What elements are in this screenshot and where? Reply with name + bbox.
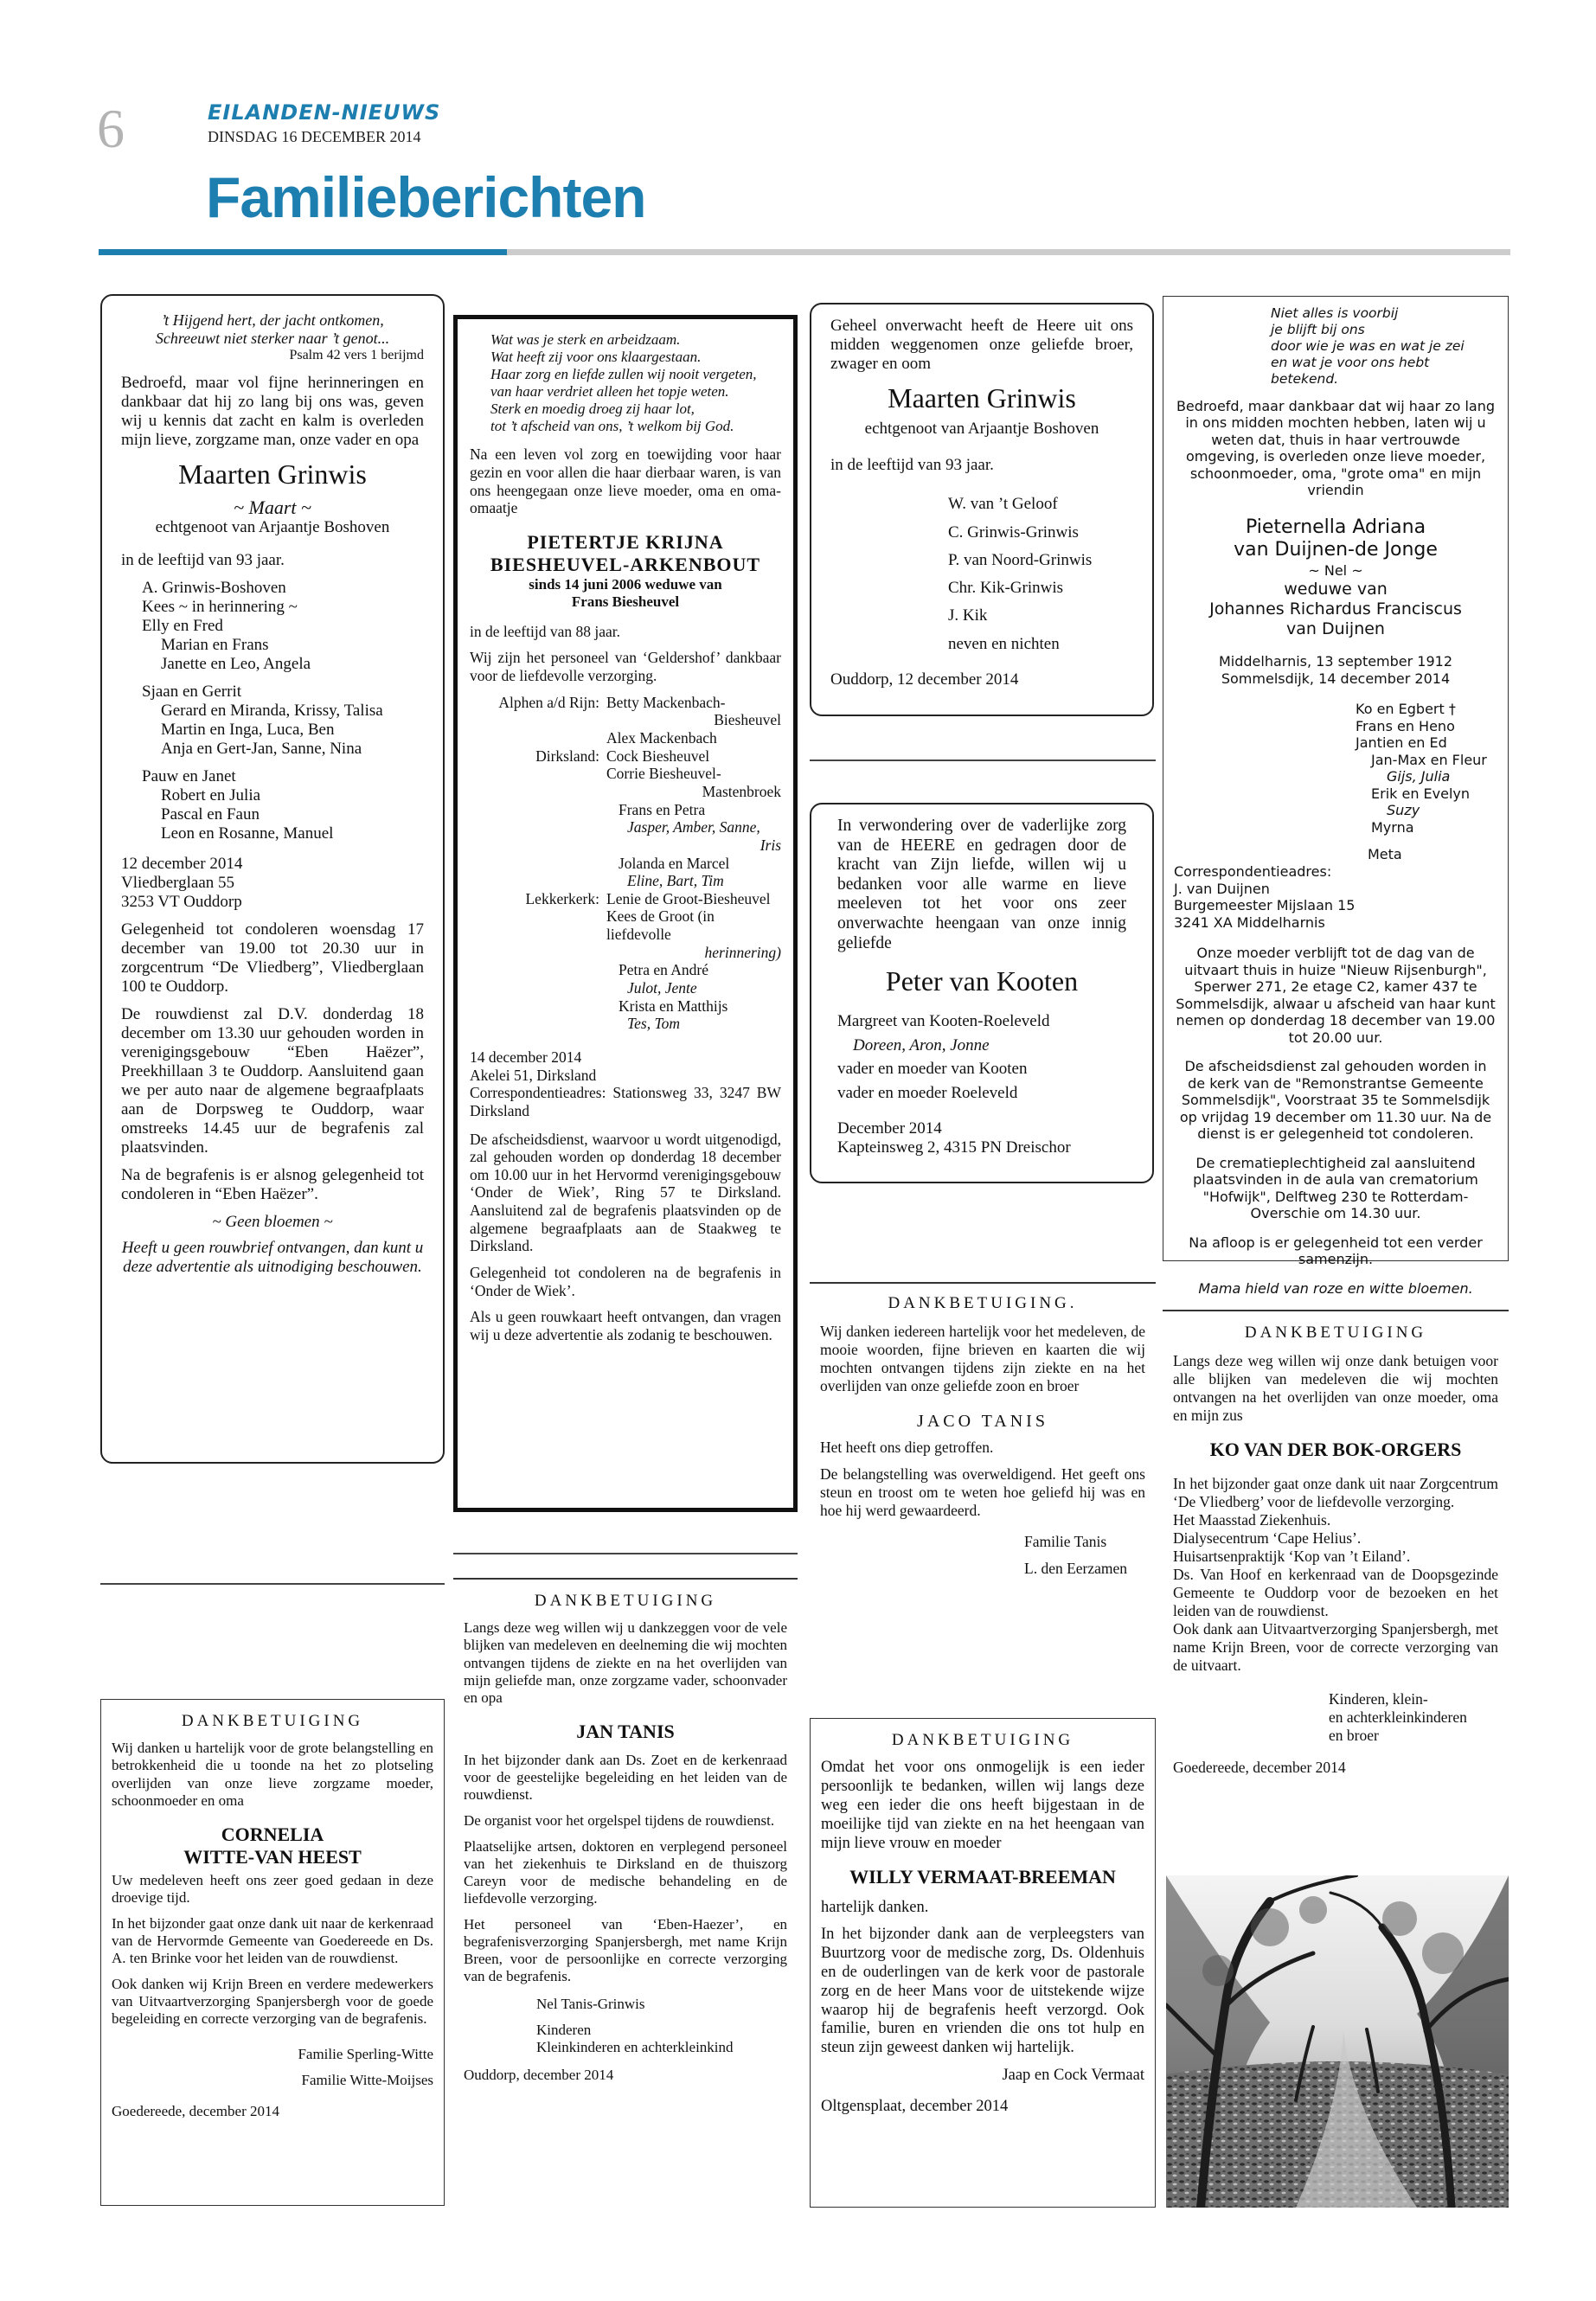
family-member: J. Kik (948, 606, 988, 625)
after-funeral-text: Na de begrafenis is er alsnog gelegenheid tot condoleren in “Eben Haëzer”. (121, 1165, 424, 1204)
signatures: Familie Tanis L. den Eerzamen (1024, 1532, 1128, 1578)
psalm-reference: Psalm 42 vers 1 berijmd (289, 347, 424, 362)
family-place (470, 961, 606, 979)
family-member: A. Grinwis-Boshoven (142, 579, 286, 598)
family-member: Chr. Kik-Grinwis (948, 579, 1063, 598)
family-member: Eline, Bart, Tim (627, 872, 724, 890)
signatures: Nel Tanis-Grinwis Kinderen Kleinkinderen en achterkleinkind (536, 1996, 734, 2056)
condolence-text: Gelegenheid tot condoleren na de begrafenis in ‘Onder de Wiek’. (470, 1263, 781, 1299)
page-number: 6 (97, 98, 125, 159)
family-list (830, 490, 1133, 658)
after-text: Na afloop is er gelegenheid tot een verder samenzijn. (1189, 1234, 1483, 1268)
service-text: De afscheidsdienst zal gehouden worden in de kerk van de "Remonstrantse Gemeente Sommelsdijk", Voorstraat 35 te Sommelsdijk op vrijdag 19 december om 11.30 uur. Na de dienst is er gelegenheid tot condoleren. (1179, 1058, 1492, 1143)
body-line: Huisartsenpraktijk ‘Kop van ’t Eiland’. (1173, 1548, 1411, 1566)
body-paragraph: Uw medeleven heeft ons zeer goed gedaan in deze droevige tijd. (112, 1871, 433, 1906)
no-flowers: ~ Geen bloemen ~ (212, 1213, 333, 1232)
cremation-text: De crematieplechtigheid zal aansluitend plaatsvinden in de aula van crematorium "Hofwijk", Delftweg 230 te Rotterdam-Overschie om 14.30 uur. (1193, 1154, 1478, 1222)
thanks-cornelia-witte-van-heest (100, 1699, 445, 2206)
death-notice-maarten-grinwis-family (810, 303, 1154, 716)
death-notice-maarten-grinwis (100, 294, 445, 1464)
family-member: Sjaan en Gerrit (142, 683, 242, 702)
family-member: Kees ~ in herinnering ~ (142, 598, 298, 617)
body-text (1173, 1475, 1498, 1675)
issue-date: DINSDAG 16 DECEMBER 2014 (208, 128, 421, 145)
age-line: in de leeftijd van 93 jaar. (121, 551, 285, 570)
body-line: In het bijzonder gaat onze dank uit naar Zorgcentrum ‘De Vliedberg’ voor de liefdevolle verzorging. (1173, 1475, 1498, 1511)
family-place (470, 997, 606, 1016)
family-row (470, 907, 781, 943)
family-row (470, 729, 781, 747)
family-member: Iris (760, 836, 781, 854)
family-place (470, 783, 606, 801)
closing-note: Heeft u geen rouwbrief ontvangen, dan kunt u deze advertentie als uitnodiging beschouwen. (121, 1239, 424, 1277)
column-separator (100, 1583, 445, 1585)
family-member: Erik en Evelyn (1371, 785, 1471, 802)
intro-text: Bedroefd, maar vol fijne herinneringen en dankbaar dat hij zo lang bij ons was, geven wij u kennis dat zacht en kalm is overleden mijn lieve, zorgzame man, onze vader en opa (121, 374, 424, 450)
family-place (470, 855, 606, 873)
condolence-text: Gelegenheid tot condoleren woensdag 17 december van 19.00 tot 20.30 uur in zorgcentrum “De Vliedberg”, Vliedberglaan 100 te Ouddorp. (121, 920, 424, 996)
family-row (470, 818, 781, 836)
family-list (1174, 701, 1497, 836)
body-line: Ook dank aan Uitvaartverzorging Spanjersbergh, met name Krijn Breen, voor de correcte verzorging van de uitvaart. (1173, 1620, 1498, 1675)
deceased-name: KO VAN DER BOK-ORGERS (1209, 1438, 1462, 1460)
death-notice-pieternella-van-duijnen (1163, 296, 1509, 1297)
age-line: in de leeftijd van 88 jaar. (470, 622, 620, 640)
family-place: Lekkerkerk: (525, 889, 599, 907)
family-member: Kees de Groot (in liefdevolle (606, 907, 715, 944)
intro-text: Omdat het voor ons onmogelijk is een ieder persoonlijk te bedanken, willen wij langs deze weg een ieder die ons heeft bijgestaan in de moeilijke tijd van ziekte en na het heengaan van mijn lieve vrouw en moeder (821, 1759, 1144, 1852)
family-member: Krista en Matthijs (619, 997, 728, 1015)
thanks-willy-vermaat-breeman (810, 1718, 1156, 2208)
dates: Middelharnis, 13 september 1912 Sommelsdijk, 14 december 2014 (1218, 653, 1453, 687)
intro-text: In verwondering over de vaderlijke zorg van de HEERE en gedragen door de kracht van Zijn liefde, willen wij u bedanken voor alle warme en lieve meeleven tot het voor ons zeer onverwachte heengaan van onze innig geliefde (837, 817, 1126, 952)
place-date: Ouddorp, december 2014 (464, 2067, 614, 2084)
column-separator (810, 760, 1156, 761)
family-member: Frans en Heno (1356, 717, 1455, 734)
family-member: Martin en Inga, Luca, Ben (161, 721, 335, 740)
family-place (470, 979, 606, 997)
family-row (470, 872, 781, 890)
body-text (464, 1752, 787, 1986)
family-row (470, 997, 781, 1016)
family-place (470, 872, 606, 890)
signatures: Familie Sperling-Witte Familie Witte-Moijses (298, 2045, 433, 2089)
thanks-heading: DANKBETUIGING (534, 1592, 717, 1610)
family-member: Lenie de Groot-Biesheuvel (606, 889, 771, 907)
header-rule (507, 249, 1510, 255)
family-member: Pauw en Janet (142, 767, 236, 786)
nickname: ~ Nel ~ (1308, 562, 1363, 580)
section-title: Familieberichten (206, 165, 646, 229)
family-member: C. Grinwis-Grinwis (948, 522, 1079, 542)
body-text: De belangstelling was overweldigend. Het geeft ons steun en troost om te weten hoe geliefd hij was en hoe hij werd gewaardeerd. (820, 1465, 1145, 1519)
family-member: herinnering) (704, 943, 781, 961)
deceased-name: JACO TANIS (917, 1411, 1048, 1431)
family-row (470, 890, 781, 908)
family-row (470, 836, 781, 855)
family-member: Alex Mackenbach (606, 729, 717, 747)
correspondence-address: Correspondentieadres: J. van Duijnen Burgemeester Mijslaan 15 3241 XA Middelharnis (1174, 862, 1356, 931)
family-member: Corrie Biesheuvel- (606, 765, 721, 783)
family-member: Leon en Rosanne, Manuel (161, 824, 334, 843)
family-row (470, 711, 781, 729)
intro-text: Wij danken u hartelijk voor de grote belangstelling en betrokkenheid die u toonde na het zo plotseling overlijden van onze lieve zorgzame moeder, schoonmoeder en oma (112, 1740, 433, 1809)
family-member: Biesheuvel (714, 711, 781, 729)
intro-text: Langs deze weg willen wij onze dank betuigen voor alle blijken van medeleven die wij mochten ontvangen na het overlijden van onze moeder, oma en mijn zus (1173, 1351, 1498, 1424)
family-place (470, 818, 606, 836)
family-member: P. van Noord-Grinwis (948, 550, 1093, 569)
body-text: Het heeft ons diep getroffen. (820, 1438, 994, 1456)
family-member: Jolanda en Marcel (619, 854, 730, 872)
closing-note: Als u geen rouwkaart heeft ontvangen, dan vragen wij u deze advertentie als zodanig te beschouwen. (470, 1308, 781, 1343)
family-member: neven en nichten (948, 634, 1060, 653)
body-paragraph: In het bijzonder gaat onze dank uit naar de kerkenraad van de Hervormde Gemeente van Goedereede en Ds. A. ten Brinke voor het leiden van de rouwdienst. (112, 1914, 433, 1966)
family-member: Janette en Leo, Angela (161, 655, 311, 674)
psalm-quote: ’t Hijgend hert, der jacht ontkomen, Schreeuwt niet sterker naar ’t genot... (155, 311, 390, 347)
farewell-text: De afscheidsdienst, waarvoor u wordt uitgenodigd, zal gehouden worden op donderdag 18 december om 10.00 uur in het Hervormd verenigingsgebouw ‘Onder de Wiek’, Ring 57 te Dirksland. Aansluitend zal de begrafenis plaatsvinden op de algemene begraafplaats aan de Staakweg te Dirksland. (470, 1130, 781, 1255)
family-place (470, 729, 606, 747)
family-place (470, 836, 606, 855)
family-member: Margreet van Kooten-Roeleveld (837, 1012, 1050, 1031)
family-row (470, 855, 781, 873)
family-member: Pascal en Faun (161, 805, 260, 824)
intro-text: Wij danken iedereen hartelijk voor het medeleven, de mooie woorden, fijne brieven en kaarten die wij mochten ontvangen tijdens zijn ziekte en na het overlijden van onze geliefde zoon en broer (820, 1322, 1145, 1394)
family-place (470, 944, 606, 962)
family-member: Gerard en Miranda, Krissy, Talisa (161, 702, 383, 721)
body-line: Ds. Van Hoof en kerkenraad van de Doopsgezinde Gemeente te Ouddorp voor de bezoeken en het leiden van de rouwdienst. (1173, 1566, 1498, 1620)
body-paragraph: Het personeel van ‘Eben-Haezer’, en begrafenisverzorging Spanjersbergh, met name Krijn Breen, voor de persoonlijke en correcte verzorging van de begrafenis. (464, 1915, 787, 1985)
thanks-heading: DANKBETUIGING. (888, 1294, 1078, 1312)
signatures: Jaap en Cock Vermaat (1002, 2067, 1144, 2085)
thanks-text: Wij zijn het personeel van ‘Geldershof’ dankbaar voor de liefdevolle verzorging. (470, 649, 781, 685)
family-member: Betty Mackenbach- (606, 693, 726, 711)
intro-text: Langs deze weg willen wij u dankzeggen voor de vele blijken van medeleven en deelneming die wij mochten ontvangen tijdens de ziekte en na het overlijden van mijn geliefde man, onze zorgzame vader, schoonvader en opa (464, 1619, 787, 1706)
place-date: Ouddorp, 12 december 2014 (830, 670, 1019, 689)
spouse-line: echtgenoot van Arjaantje Boshoven (155, 518, 390, 537)
signatures: Kinderen, klein- en achterkleinkinderen en broer (1329, 1690, 1467, 1745)
family-member: vader en moeder Roeleveld (837, 1084, 1018, 1103)
family-member: W. van ’t Geloof (948, 495, 1058, 514)
body-text (112, 1872, 433, 2028)
family-place (470, 711, 606, 729)
family-row (470, 1015, 781, 1033)
autumn-path-photo (1166, 1875, 1509, 2208)
thanks-peter-van-kooten (810, 803, 1154, 1183)
family-place (470, 907, 606, 943)
address-block: 14 december 2014 Akelei 51, Dirksland Correspondentieadres: Stationsweg 33, 3247 BW Dirksland (470, 1048, 781, 1119)
widow-line: weduwe van Johannes Richardus Franciscus van Duijnen (1209, 579, 1462, 639)
address-block: December 2014 Kapteinsweg 2, 4315 PN Dreischor (837, 1118, 1071, 1157)
deceased-name: JAN TANIS (576, 1720, 675, 1742)
body-text: In het bijzonder dank aan de verpleegsters van Buurtzorg voor de medische zorg, Ds. Oldenhuis en de ouderlingen van de kerk voor de pastorale zorg en de heer Mans voor de uitstekende wijze waarop hij de begrafenis heeft verzorgd. Ook familie, buren en vrienden die ons tot hulp en steun zijn geweest danken wij hartelijk. (821, 1926, 1144, 2057)
family-member: Tes, Tom (627, 1015, 680, 1033)
body-paragraph: De organist voor het orgelspel tijdens de rouwdienst. (464, 1811, 775, 1829)
family-member: Jan-Max en Fleur (1371, 751, 1487, 768)
place-date: Goedereede, december 2014 (112, 2103, 279, 2120)
family-member: Cock Biesheuvel (606, 747, 710, 765)
family-member: Marian en Frans (161, 636, 269, 655)
poem-quote: Niet alles is voorbij je blijft bij ons door wie je was en wat je zei en wat je voor ons hebt betekend. (1271, 305, 1465, 387)
family-member: Jantien en Ed (1356, 734, 1447, 752)
poem-quote: Wat was je sterk en arbeidzaam. Wat heeft zij voor ons klaargestaan. Haar zorg en liefde zullen wij nooit vergeten, van haar verdriet alleen het topje weten. Sterk en moedig droeg zij haar lot, tot ’t afscheid van ons, ’t welkom bij God. (490, 331, 757, 435)
family-place: Alphen a/d Rijn: (498, 693, 599, 711)
place-date: Oltgensplaat, december 2014 (821, 2097, 1009, 2115)
family-row (470, 747, 781, 766)
family-member: Jasper, Amber, Sanne, (627, 818, 760, 836)
autumn-path-photo-image (1166, 1875, 1509, 2208)
family-place: Dirksland: (535, 747, 599, 765)
family-member: Suzy (1387, 802, 1420, 819)
family-member: Gijs, Julia (1387, 768, 1451, 785)
family-member: Julot, Jente (627, 979, 697, 997)
family-row (470, 979, 781, 997)
body-paragraph: In het bijzonder dank aan Ds. Zoet en de kerkenraad voor de geestelijke begeleiding en het leiden van de rouwdienst. (464, 1751, 787, 1803)
body-line: Dialysecentrum ‘Cape Helius’. (1173, 1529, 1362, 1548)
family-list (121, 579, 424, 843)
family-member: Ko en Egbert † (1356, 701, 1456, 718)
family-member: Frans en Petra (619, 800, 706, 818)
funeral-text: De rouwdienst zal D.V. donderdag 18 december om 13.30 uur gehouden worden in verenigingsgebouw “Eben Haëzer”, Preekhillaan 3 te Ouddorp. Aansluitend gaan we per auto naar de algemene begraafplaats aan de Dorpsweg te Ouddorp, waar omstreeks 14.45 uur de begrafenis zal plaatsvinden. (121, 1004, 424, 1157)
family-place (470, 801, 606, 819)
family-member: Doreen, Aron, Jonne (853, 1035, 990, 1054)
deceased-name: Pieternella Adriana van Duijnen-de Jonge (1234, 516, 1438, 561)
body-text: hartelijk danken. (821, 1898, 929, 1916)
place-date: Goedereede, december 2014 (1173, 1759, 1346, 1777)
nickname: ~ Maart ~ (234, 496, 311, 518)
death-notice-pietertje-biesheuvel (453, 315, 798, 1512)
thanks-jan-tanis (453, 1578, 798, 2208)
family-row (470, 944, 781, 962)
family-row (470, 961, 781, 979)
age-line: in de leeftijd van 93 jaar. (830, 456, 994, 475)
family-place (470, 765, 606, 783)
spouse-line: echtgenoot van Arjaantje Boshoven (864, 420, 1099, 439)
thanks-ko-van-der-bok (1163, 1310, 1509, 1837)
masthead-logo: EILANDEN-NIEUWS (208, 100, 441, 125)
intro-text: Bedroefd, maar dankbaar dat wij haar zo lang in ons midden mochten hebben, laten wij u weten dat, thuis in haar vertrouwde omgeving, is overleden onze lieve moeder, schoonmoeder, oma, "grote oma" en mijn vriendin (1176, 397, 1496, 499)
intro-text: Geheel onverwacht heeft de Heere uit ons midden weggenomen onze geliefde broer, zwager en oom (830, 317, 1133, 374)
deceased-name: PIETERTJE KRIJNA BIESHEUVEL-ARKENBOUT (490, 530, 761, 575)
family-row (470, 694, 781, 712)
deceased-name: WILLY VERMAAT-BREEMAN (849, 1865, 1116, 1888)
family-list (470, 694, 781, 1033)
deceased-name: CORNELIA WITTE-VAN HEEST (183, 1823, 362, 1868)
family-row (470, 801, 781, 819)
header-rule-accent (99, 249, 507, 255)
intro-text: Na een leven vol zorg en toewijding voor haar gezin en voor allen die haar dierbaar waren, is van ons heengegaan onze lieve moeder, oma en oma-omaatje (470, 445, 781, 517)
family-member: Anja en Gert-Jan, Sanne, Nina (161, 740, 362, 759)
family-member: Petra en André (619, 961, 708, 979)
thanks-heading: DANKBETUIGING (891, 1731, 1074, 1749)
family-place (470, 1015, 606, 1033)
family-member: Myrna (1371, 818, 1414, 836)
thanks-jaco-tanis (810, 1282, 1156, 1637)
family-row (470, 783, 781, 801)
family-list (837, 1009, 1126, 1105)
body-paragraph: Ook danken wij Krijn Breen en verdere medewerkers van Uitvaartverzorging Spanjersbergh voor de goede begeleiding en correcte verzorging van de begrafenis. (112, 1975, 433, 2027)
family-member: Elly en Fred (142, 617, 223, 636)
family-member: vader en moeder van Kooten (837, 1060, 1028, 1079)
deceased-name: Maarten Grinwis (888, 382, 1076, 414)
extra-name: Meta (1368, 846, 1402, 863)
widow-line: sinds 14 juni 2006 weduwe van Frans Biesheuvel (529, 575, 722, 610)
body-line: Het Maasstad Ziekenhuis. (1173, 1511, 1331, 1529)
column-separator (453, 1553, 798, 1554)
family-member: Robert en Julia (161, 786, 261, 805)
family-member: Mastenbroek (702, 782, 781, 800)
body-paragraph: Plaatselijke artsen, doktoren en verplegend personeel van het ziekenhuis te Dirksland en de thuiszorg Careyn voor de medische behandeling en de liefdevolle verzorging. (464, 1837, 787, 1907)
family-row (470, 765, 781, 783)
deceased-name: Maarten Grinwis (178, 458, 367, 490)
deceased-name: Peter van Kooten (885, 965, 1079, 997)
viewing-text: Onze moeder verblijft tot de dag van de uitvaart thuis in huize "Nieuw Rijsenburgh", Sperwer 271, 2e etage C2, kamer 437 te Sommelsdijk, alwaar u afscheid van haar kunt nemen op donderdag 18 december van 19.00 tot 20.00 uur. (1176, 945, 1496, 1046)
closing-note: Mama hield van roze en witte bloemen. (1198, 1279, 1473, 1297)
thanks-heading: DANKBETUIGING (1244, 1324, 1427, 1342)
thanks-heading: DANKBETUIGING (181, 1712, 364, 1730)
address-block: 12 december 2014 Vliedberglaan 55 3253 VT Ouddorp (121, 854, 243, 911)
